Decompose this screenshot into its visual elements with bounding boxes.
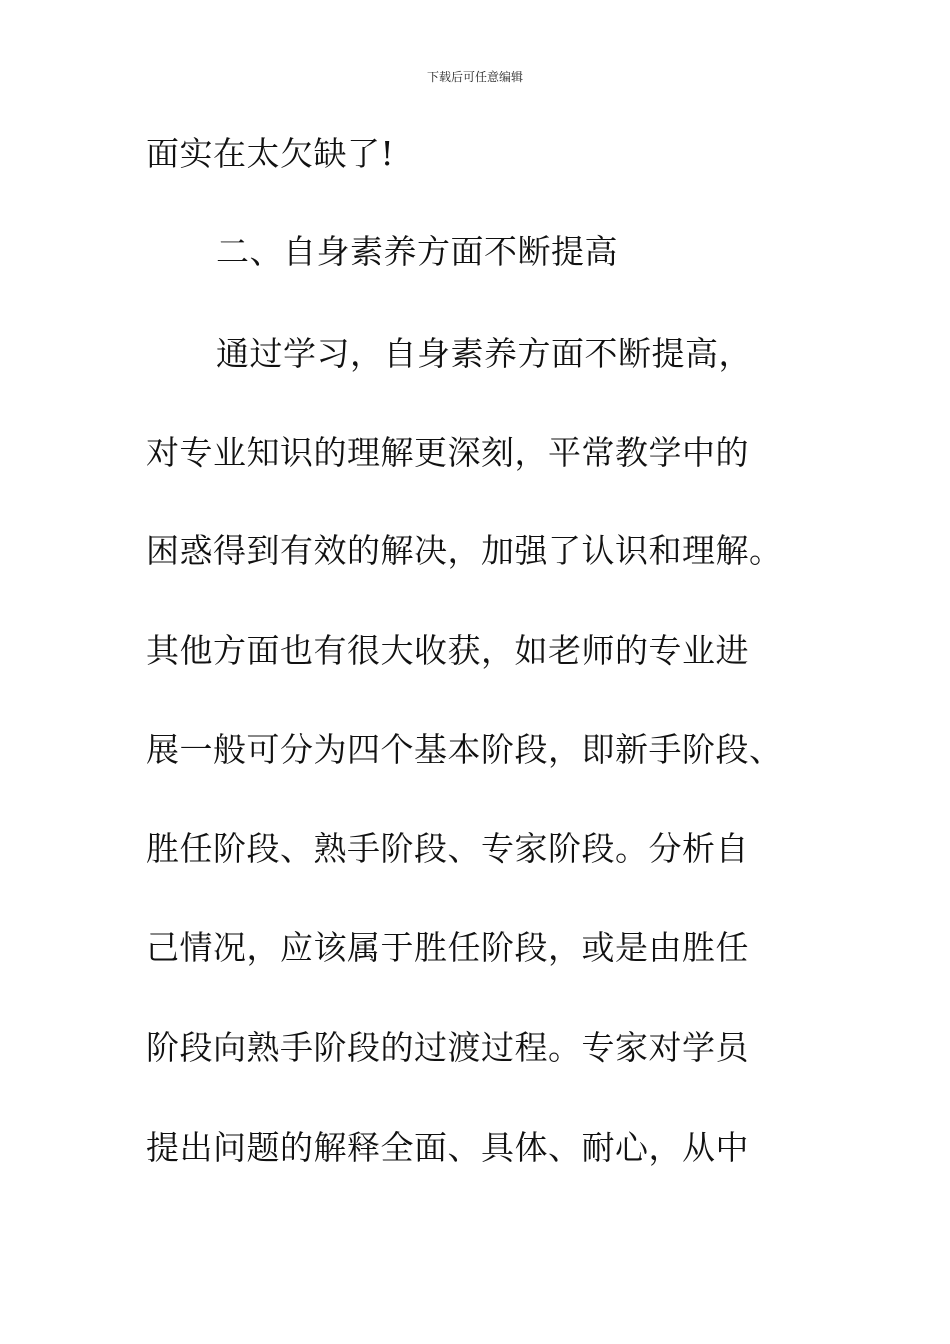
text-line-10: 阶段向熟手阶段的过渡过程。专家对学员 xyxy=(146,1028,749,1067)
text-line-7: 展一般可分为四个基本阶段，即新手阶段、 xyxy=(146,730,783,769)
text-line-5: 困惑得到有效的解决，加强了认识和理解。 xyxy=(146,531,783,570)
text-line-8: 胜任阶段、熟手阶段、专家阶段。分析自 xyxy=(146,829,749,868)
section-heading: 二、自身素养方面不断提高 xyxy=(216,232,618,271)
text-line-11: 提出问题的解释全面、具体、耐心，从中 xyxy=(146,1128,749,1167)
text-line-3: 通过学习，自身素养方面不断提高， xyxy=(216,334,752,373)
text-line-9: 己情况，应该属于胜任阶段，或是由胜任 xyxy=(146,928,749,967)
page-header: 下载后可任意编辑 xyxy=(426,70,523,84)
text-line-6: 其他方面也有很大收获，如老师的专业进 xyxy=(146,631,749,670)
text-line-4: 对专业知识的理解更深刻，平常教学中的 xyxy=(146,433,749,472)
text-line-1: 面实在太欠缺了! xyxy=(146,134,395,173)
